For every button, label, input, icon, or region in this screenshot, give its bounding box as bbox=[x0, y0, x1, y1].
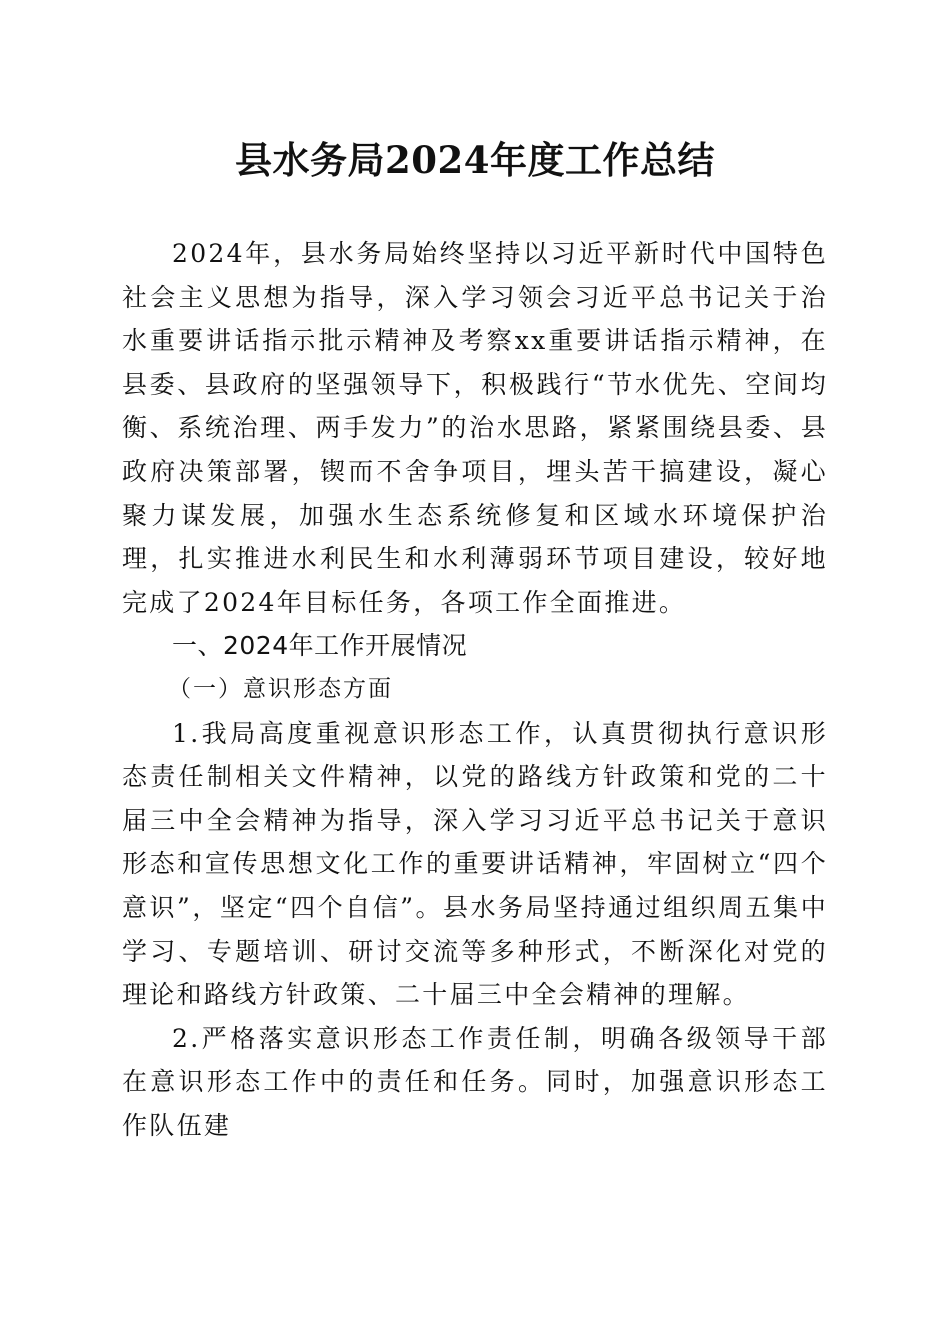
section-heading: 一、2024年工作开展情况 bbox=[172, 631, 468, 661]
document-title: 县水务局2024年度工作总结 bbox=[235, 138, 715, 182]
subsection-heading: （一）意识形态方面 bbox=[168, 675, 393, 702]
intro-paragraph: 2024年，县水务局始终坚持以习近平新时代中国特色社会主义思想为指导，深入学习领会习近平总书记关于治水重要讲话指示批示精神及考察xx重要讲话指示精神，在县委、县政府的坚强领导下，积极践行“节水优先、空间均衡、系统治理、两手发力”的治水思路，紧紧围绕县委、县政府决策部署，锲而不舍争项目，埋头苦干搞建设，凝心聚力谋发展，加强水生态系统修复和区域水环境保护治理，扎实推进水利民生和水利薄弱环节项目建设，较好地完成了2024年目标任务，各项工作全面推进。 bbox=[122, 239, 828, 617]
item-paragraph-2: 2.严格落实意识形态工作责任制，明确各级领导干部在意识形态工作中的责任和任务。同时，加强意识形态工作队伍建 bbox=[122, 1023, 828, 1140]
document-body bbox=[122, 232, 828, 1147]
item-paragraph-1: 1.我局高度重视意识形态工作，认真贯彻执行意识形态责任制相关文件精神，以党的路线方针政策和党的二十届三中全会精神为指导，深入学习习近平总书记关于意识形态和宣传思想文化工作的重要讲话精神，牢固树立“四个意识”，坚定“四个自信”。县水务局坚持通过组织周五集中学习、专题培训、研讨交流等多种形式，不断深化对党的理论和路线方针政策、二十届三中全会精神的理解。 bbox=[122, 718, 828, 1010]
